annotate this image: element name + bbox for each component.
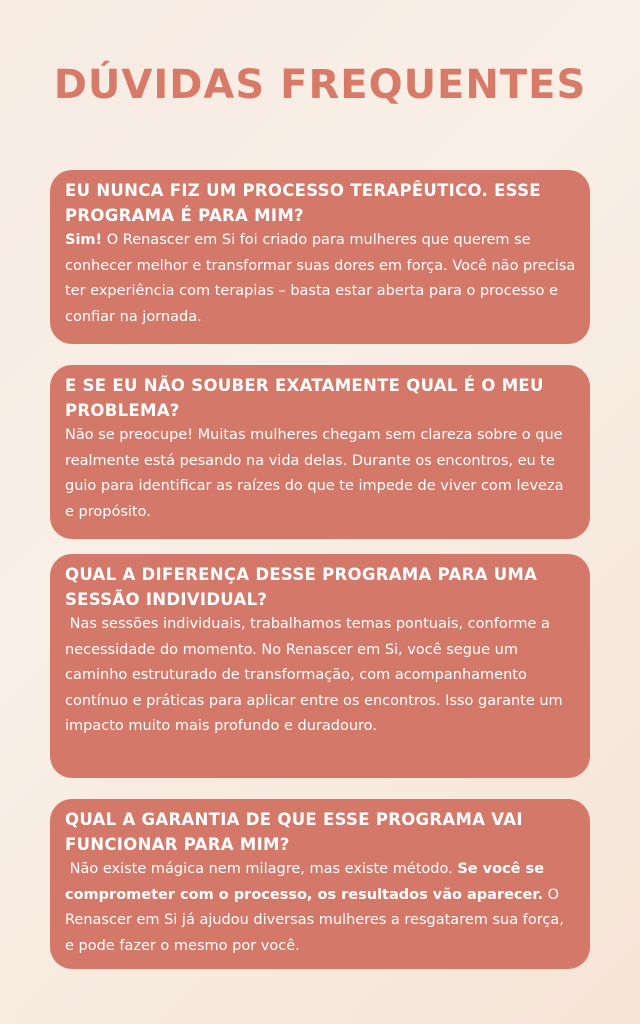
faq-answer	[65, 228, 576, 330]
faq-answer	[65, 612, 576, 740]
faq-answer-text: O Renascer em Si foi criado para mulheres que querem se conhecer melhor e transformar suas dores em força. Você não precisa ter experiência com terapias – basta estar aberta para o processo e confiar na jornada.	[65, 232, 576, 325]
page-title: DÚVIDAS FREQUENTES	[53, 62, 587, 108]
faq-answer-text: Não existe mágica nem milagre, mas existe método.	[65, 861, 458, 877]
faq-card	[50, 554, 590, 778]
faq-card	[50, 365, 590, 539]
faq-question: QUAL A GARANTIA DE QUE ESSE PROGRAMA VAI FUNCIONAR PARA MIM?	[65, 810, 523, 854]
faq-question: EU NUNCA FIZ UM PROCESSO TERAPÊUTICO. ESSE PROGRAMA É PARA MIM?	[65, 181, 541, 225]
faq-answer-text: Não se preocupe! Muitas mulheres chegam sem clareza sobre o que realmente está pesando na vida delas. Durante os encontros, eu te guio para identificar as raízes do que te impede de viver com leveza e propósito.	[65, 427, 564, 520]
faq-answer-text: Nas sessões individuais, trabalhamos temas pontuais, conforme a necessidade do momento. No Renascer em Si, você segue um caminho estruturado de transformação, com acompanhamento contínuo e práticas para aplicar entre os encontros. Isso garante um impacto muito mais profundo e duradouro.	[65, 616, 563, 734]
faq-answer-text: O Renascer em Si já ajudou diversas mulheres a resgatarem sua força, e pode fazer o mesmo por você.	[65, 886, 564, 954]
faq-card	[50, 170, 590, 344]
faq-answer-emphasis: Se você se comprometer com o processo, os resultados vão aparecer.	[65, 861, 545, 903]
faq-question: E SE EU NÃO SOUBER EXATAMENTE QUAL É O MEU PROBLEMA?	[65, 376, 544, 420]
faq-card	[50, 799, 590, 969]
faq-answer	[65, 857, 576, 959]
faq-question: QUAL A DIFERENÇA DESSE PROGRAMA PARA UMA SESSÃO INDIVIDUAL?	[65, 565, 538, 609]
faq-answer	[65, 423, 576, 525]
faq-answer-emphasis: Sim!	[65, 232, 103, 248]
